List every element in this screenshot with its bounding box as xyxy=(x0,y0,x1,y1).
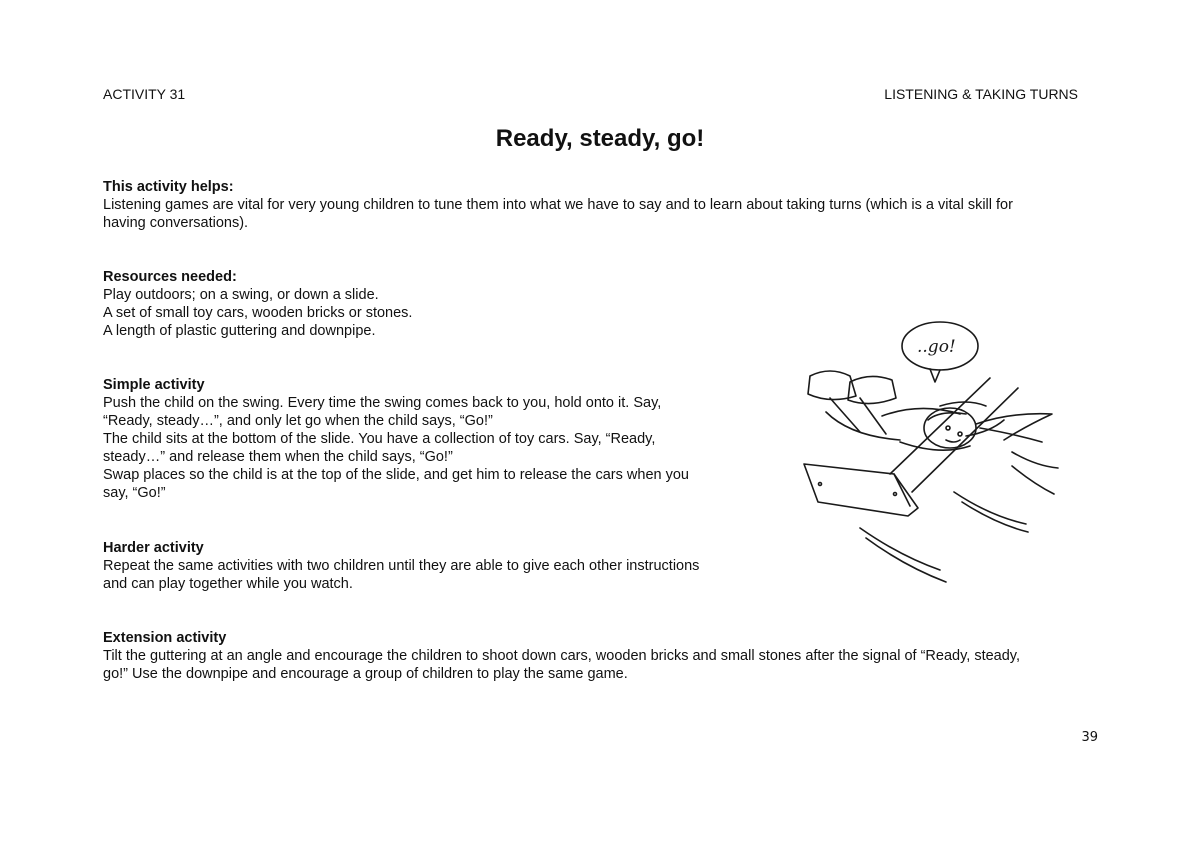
section-heading: Extension activity xyxy=(103,630,227,646)
section-harder-activity xyxy=(103,539,699,593)
section-heading: Harder activity xyxy=(103,540,204,556)
section-heading: Simple activity xyxy=(103,377,205,393)
child-on-swing-icon xyxy=(790,316,1070,588)
speech-bubble-text: ..go! xyxy=(917,337,956,357)
activity-number: ACTIVITY 31 xyxy=(103,86,186,102)
text-line: and can play together while you watch. xyxy=(103,576,353,592)
activity-category: LISTENING & TAKING TURNS xyxy=(884,86,1078,102)
text-line: Swap places so the child is at the top of the slide, and get him to release the cars when you xyxy=(103,467,689,483)
section-helps xyxy=(103,178,1013,232)
text-line: having conversations). xyxy=(103,215,249,231)
section-heading: This activity helps: xyxy=(103,179,234,195)
section-resources xyxy=(103,268,412,340)
section-extension-activity xyxy=(103,629,1020,683)
text-line: Play outdoors; on a swing, or down a slide. xyxy=(103,287,379,303)
text-line: “Ready, steady…”, and only let go when the child says, “Go!” xyxy=(103,413,493,429)
text-line: Repeat the same activities with two children until they are able to give each other instructions xyxy=(103,558,700,574)
text-line: say, “Go!” xyxy=(103,485,166,501)
section-simple-activity xyxy=(103,376,689,502)
text-line: Tilt the guttering at an angle and encourage the children to shoot down cars, wooden bricks and small stones after the signal of “Ready, steady, xyxy=(103,648,1020,664)
text-line: Listening games are vital for very young children to tune them into what we have to say and to learn about taking turns (which is a vital skill for xyxy=(103,197,1013,213)
text-line: A set of small toy cars, wooden bricks or stones. xyxy=(103,305,413,321)
child-on-swing-drawing xyxy=(790,316,1070,588)
section-heading: Resources needed: xyxy=(103,269,237,285)
text-line: A length of plastic guttering and downpipe. xyxy=(103,323,376,339)
text-line: go!” Use the downpipe and encourage a group of children to play the same game. xyxy=(103,666,628,682)
page-number: 39 xyxy=(1081,730,1098,745)
text-line: The child sits at the bottom of the slide. You have a collection of toy cars. Say, “Ready, xyxy=(103,431,656,447)
text-line: steady…” and release them when the child says, “Go!” xyxy=(103,449,453,465)
page-title: Ready, steady, go! xyxy=(495,125,705,152)
text-line: Push the child on the swing. Every time the swing comes back to you, hold onto it. Say, xyxy=(103,395,662,411)
